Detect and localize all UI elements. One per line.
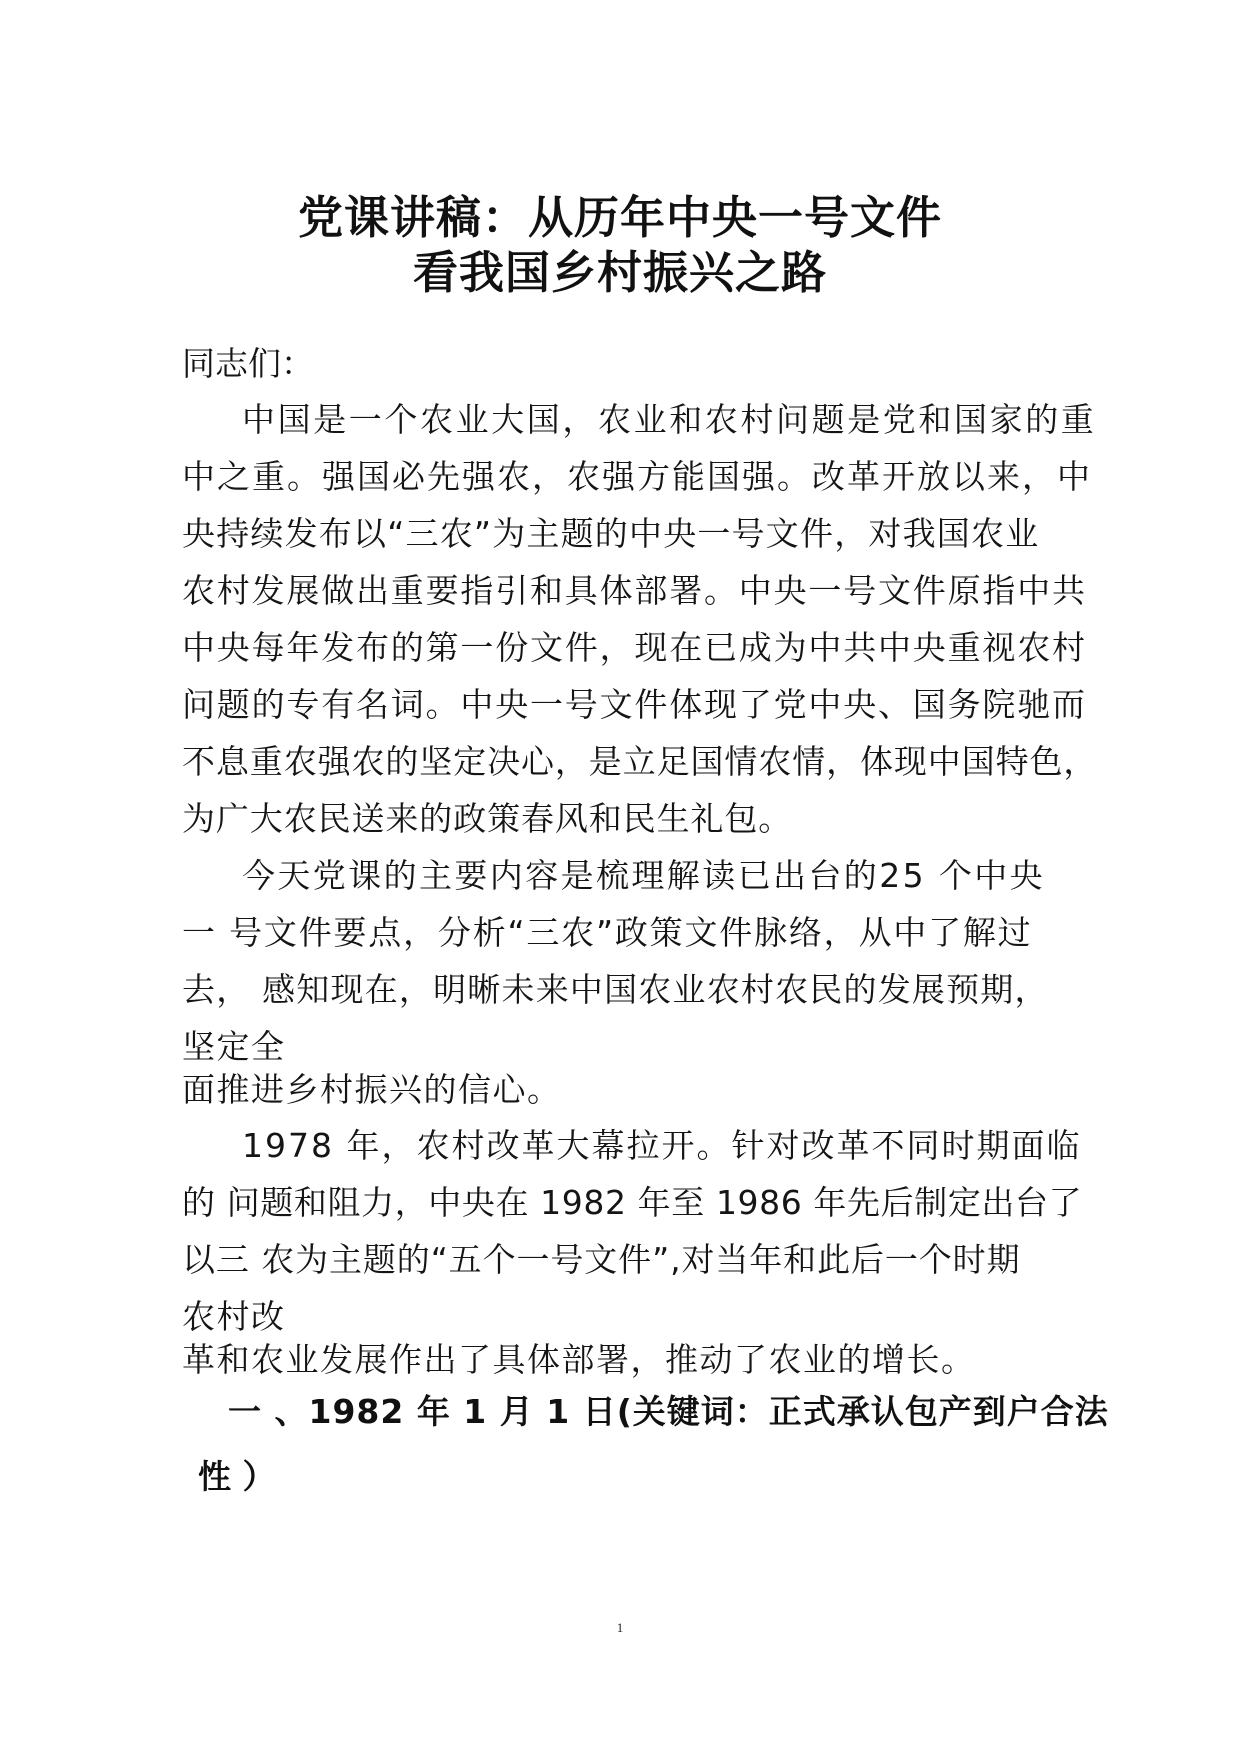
paragraph-3-line-1: 1978 年，农村改革大幕拉开。针对改革不同时期面临 bbox=[242, 1126, 1082, 1165]
paragraph-1-line-1: 中国是一个农业大国，农业和农村问题是党和国家的重 bbox=[242, 400, 1097, 439]
section-heading-line-1: 一 、1982 年 1 月 1 日(关键词：正式承认包产到户合法 bbox=[228, 1392, 1109, 1431]
paragraph-2-line-3: 去， 感知现在，明晰未来中国农业农村农民的发展预期， bbox=[182, 970, 1049, 1009]
paragraph-3-line-5: 革和农业发展作出了具体部署，推动了农业的增长。 bbox=[182, 1340, 976, 1379]
paragraph-2-line-4: 坚定全 bbox=[182, 1027, 286, 1066]
paragraph-1-line-5: 中央每年发布的第一份文件，现在已成为中共中央重视农村 bbox=[182, 628, 1087, 667]
paragraph-1-line-8: 为广大农民送来的政策春风和民生礼包。 bbox=[182, 799, 793, 838]
document-title-line-2: 看我国乡村振兴之路 bbox=[412, 246, 827, 299]
paragraph-2-line-1: 今天党课的主要内容是梳理解读已出台的25 个中央 bbox=[242, 856, 1046, 895]
paragraph-3-line-3: 以三 农为主题的“五个一号文件”,对当年和此后一个时期 bbox=[182, 1240, 1021, 1279]
paragraph-1-line-3: 央持续发布以“三农”为主题的中央一号文件，对我国农业 bbox=[182, 514, 1040, 553]
paragraph-2-line-2: 一 号文件要点，分析“三农”政策文件脉络，从中了解过 bbox=[182, 913, 1033, 952]
section-heading-line-2: 性 ） bbox=[198, 1457, 276, 1496]
paragraph-1-line-4: 农村发展做出重要指引和具体部署。中央一号文件原指中共 bbox=[182, 571, 1087, 610]
salutation: 同志们： bbox=[182, 344, 314, 383]
paragraph-3-line-4: 农村改 bbox=[182, 1297, 286, 1336]
paragraph-2-line-5: 面推进乡村振兴的信心。 bbox=[182, 1070, 562, 1109]
page-number: 1 bbox=[616, 1620, 624, 1635]
paragraph-1-line-6: 问题的专有名词。中央一号文件体现了党中央、国务院驰而 bbox=[182, 685, 1087, 724]
document-title-line-1: 党课讲稿：从历年中央一号文件 bbox=[297, 191, 942, 244]
paragraph-1-line-7: 不息重农强农的坚定决心，是立足国情农情，体现中国特色， bbox=[182, 742, 1098, 781]
paragraph-1-line-2: 中之重。强国必先强农，农强方能国强。改革开放以来，中 bbox=[182, 457, 1092, 496]
paragraph-3-line-2: 的 问题和阻力，中央在 1982 年至 1986 年先后制定出台了 bbox=[182, 1183, 1083, 1222]
